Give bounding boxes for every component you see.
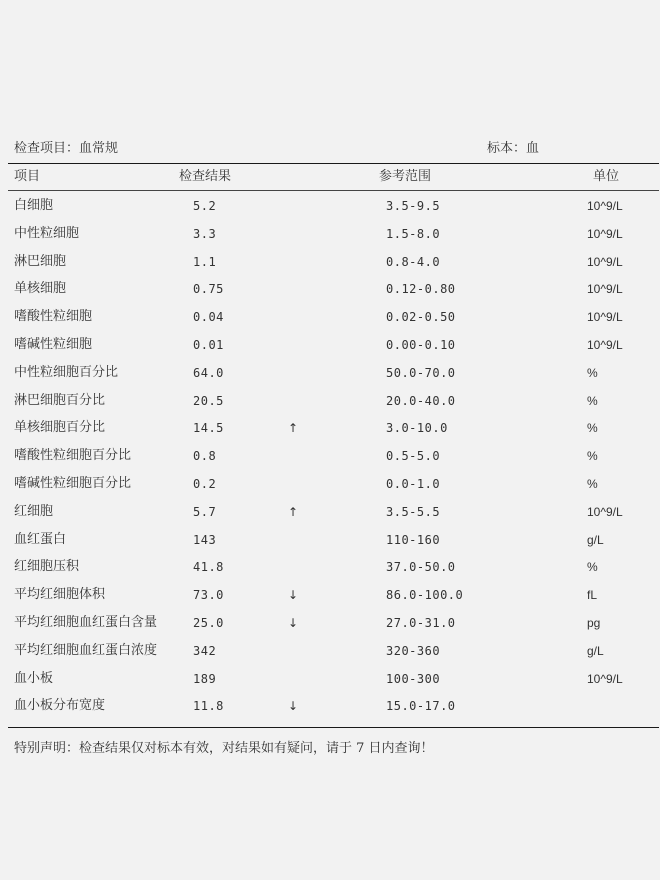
result-value-cell: 3.3 — [193, 226, 217, 241]
unit-cell: % — [587, 393, 598, 408]
unit-cell: 10^9/L — [587, 671, 623, 686]
reference-range-cell: 100-300 — [386, 671, 441, 686]
test-name-cell: 单核细胞 — [14, 281, 67, 297]
test-name-cell: 嗜酸性粒细胞百分比 — [14, 448, 132, 464]
unit-cell: % — [587, 449, 598, 464]
table-row — [0, 416, 660, 444]
table-row — [0, 528, 660, 556]
result-value-cell: 0.8 — [193, 449, 217, 464]
result-value-cell: 1.1 — [193, 254, 217, 269]
result-value-cell: 14.5 — [193, 421, 224, 436]
reference-range-cell: 86.0-100.0 — [386, 588, 464, 603]
unit-cell: % — [587, 560, 598, 575]
unit-cell: % — [587, 365, 598, 380]
reference-range-cell: 0.0-1.0 — [386, 476, 441, 491]
result-value-cell: 41.8 — [193, 560, 224, 575]
table-row — [0, 694, 660, 722]
reference-range-cell: 15.0-17.0 — [386, 699, 456, 714]
table-row — [0, 639, 660, 667]
reference-range-cell: 3.0-10.0 — [386, 421, 448, 436]
result-value-cell: 342 — [193, 643, 217, 658]
table-header-rule — [8, 190, 659, 191]
result-value-cell: 0.01 — [193, 337, 224, 352]
reference-range-cell: 0.8-4.0 — [386, 254, 441, 269]
reference-range-cell: 110-160 — [386, 532, 441, 547]
abnormal-flag-cell: ↓ — [288, 588, 299, 603]
unit-cell: 10^9/L — [587, 337, 623, 352]
test-name-cell: 单核细胞百分比 — [14, 420, 106, 436]
result-value-cell: 5.2 — [193, 199, 217, 213]
test-name-cell: 平均红细胞体积 — [14, 587, 106, 603]
test-name-cell: 血红蛋白 — [14, 531, 67, 547]
test-name-cell: 嗜碱性粒细胞 — [14, 336, 93, 352]
table-row — [0, 472, 660, 500]
table-row — [0, 222, 660, 250]
result-value-cell: 0.04 — [193, 310, 224, 325]
table-row — [0, 361, 660, 389]
table-row — [0, 333, 660, 361]
test-name-cell: 红细胞 — [14, 503, 54, 519]
reference-range-cell: 0.00-0.10 — [386, 337, 456, 352]
table-row — [0, 305, 660, 333]
test-name-cell: 平均红细胞血红蛋白浓度 — [14, 642, 158, 658]
reference-range-cell: 27.0-31.0 — [386, 615, 456, 630]
reference-range-cell: 3.5-9.5 — [386, 199, 441, 213]
abnormal-flag-cell: ↓ — [288, 615, 299, 630]
result-value-cell: 0.2 — [193, 476, 217, 491]
result-value-cell: 20.5 — [193, 393, 224, 408]
column-header-result: 检查结果 — [179, 169, 232, 184]
test-name-cell: 红细胞压积 — [14, 559, 80, 575]
column-header-name: 项目 — [14, 169, 41, 184]
test-name-cell: 嗜碱性粒细胞百分比 — [14, 475, 132, 491]
reference-range-cell: 0.02-0.50 — [386, 310, 456, 325]
result-value-cell: 143 — [193, 532, 217, 547]
disclaimer-note: 特别声明：检查结果仅对标本有效，对结果如有疑问，请于 7 日内查询！ — [14, 741, 434, 756]
table-top-rule — [8, 163, 659, 164]
column-header-reference: 参考范围 — [379, 169, 432, 184]
column-header-unit: 单位 — [593, 169, 620, 184]
abnormal-flag-cell: ↓ — [288, 699, 299, 714]
result-value-cell: 64.0 — [193, 365, 224, 380]
reference-range-cell: 20.0-40.0 — [386, 393, 456, 408]
table-row — [0, 250, 660, 278]
result-table-body — [0, 194, 660, 722]
abnormal-flag-cell: ↑ — [288, 504, 299, 519]
result-value-cell: 0.75 — [193, 282, 224, 297]
unit-cell: 10^9/L — [587, 504, 623, 519]
reference-range-cell: 50.0-70.0 — [386, 365, 456, 380]
abnormal-flag-cell: ↑ — [288, 421, 299, 436]
reference-range-cell: 0.12-0.80 — [386, 282, 456, 297]
test-name-cell: 中性粒细胞百分比 — [14, 364, 119, 380]
unit-cell: % — [587, 476, 598, 491]
unit-cell: g/L — [587, 532, 604, 547]
result-value-cell: 11.8 — [193, 699, 224, 714]
exam-item-label: 检查项目：血常规 — [14, 141, 119, 156]
unit-cell: g/L — [587, 643, 604, 658]
specimen-label: 标本：血 — [487, 141, 540, 156]
unit-cell: pg — [587, 615, 601, 630]
test-name-cell: 淋巴细胞 — [14, 253, 67, 269]
unit-cell: 10^9/L — [587, 199, 623, 213]
unit-cell: 10^9/L — [587, 254, 623, 269]
table-row — [0, 667, 660, 695]
reference-range-cell: 320-360 — [386, 643, 441, 658]
result-value-cell: 73.0 — [193, 588, 224, 603]
table-row — [0, 555, 660, 583]
test-name-cell: 白细胞 — [14, 198, 54, 213]
test-name-cell: 中性粒细胞 — [14, 225, 80, 241]
unit-cell: % — [587, 421, 598, 436]
unit-cell: 10^9/L — [587, 310, 623, 325]
test-name-cell: 淋巴细胞百分比 — [14, 392, 106, 408]
result-value-cell: 25.0 — [193, 615, 224, 630]
result-value-cell: 189 — [193, 671, 217, 686]
reference-range-cell: 1.5-8.0 — [386, 226, 441, 241]
test-name-cell: 平均红细胞血红蛋白含量 — [14, 614, 158, 630]
result-value-cell: 5.7 — [193, 504, 217, 519]
test-name-cell: 嗜酸性粒细胞 — [14, 309, 93, 325]
reference-range-cell: 3.5-5.5 — [386, 504, 441, 519]
reference-range-cell: 37.0-50.0 — [386, 560, 456, 575]
table-row — [0, 194, 660, 222]
reference-range-cell: 0.5-5.0 — [386, 449, 441, 464]
table-row — [0, 583, 660, 611]
unit-cell: 10^9/L — [587, 226, 623, 241]
table-row — [0, 444, 660, 472]
table-row — [0, 277, 660, 305]
test-name-cell: 血小板 — [14, 670, 54, 686]
table-row — [0, 500, 660, 528]
unit-cell: fL — [587, 588, 598, 603]
table-bottom-rule — [8, 727, 659, 728]
table-row — [0, 611, 660, 639]
test-name-cell: 血小板分布宽度 — [14, 698, 106, 714]
table-row — [0, 389, 660, 417]
unit-cell: 10^9/L — [587, 282, 623, 297]
